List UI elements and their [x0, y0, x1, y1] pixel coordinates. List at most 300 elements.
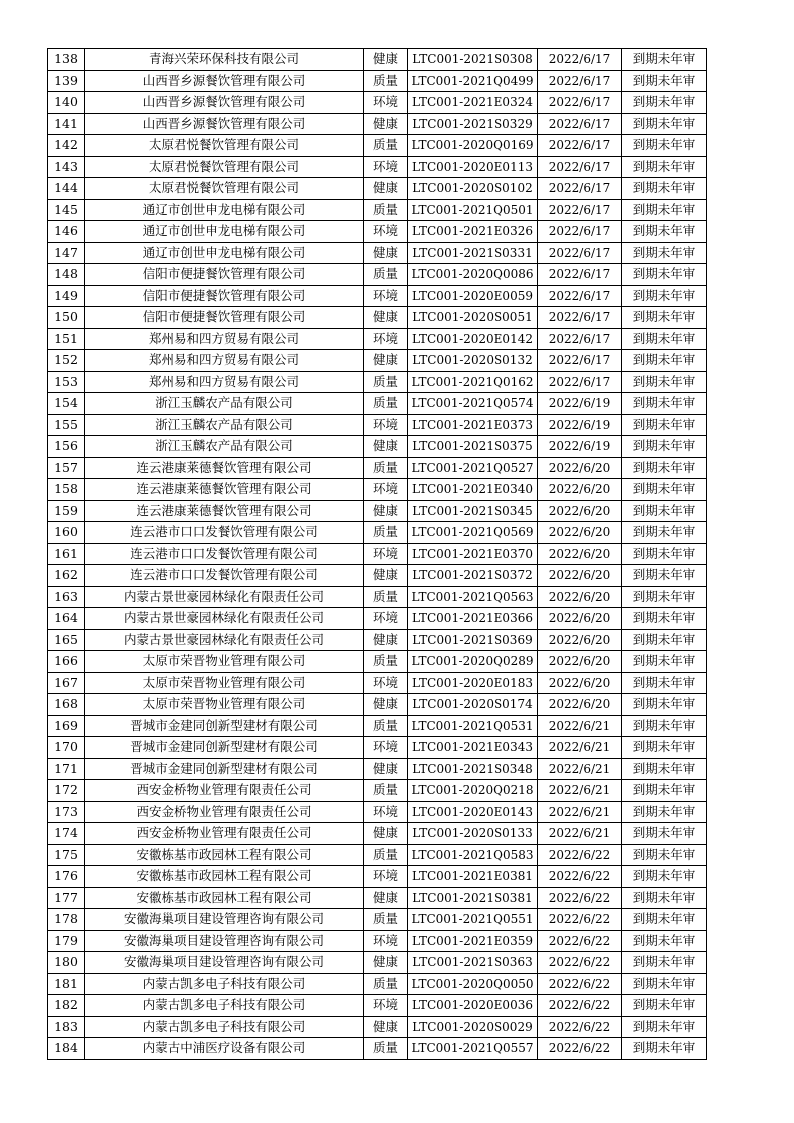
table-row — [48, 823, 707, 845]
table-row — [48, 522, 707, 544]
company-name-cell: 连云港市口口发餐饮管理有限公司 — [85, 522, 364, 544]
expiry-date-cell: 2022/6/17 — [538, 178, 622, 200]
expiry-date-cell: 2022/6/21 — [538, 715, 622, 737]
table-row — [48, 221, 707, 243]
table-row — [48, 586, 707, 608]
system-type-cell: 质量 — [364, 844, 408, 866]
certificate-number-cell: LTC001-2021Q0569 — [408, 522, 538, 544]
company-name-cell: 太原市荣晋物业管理有限公司 — [85, 651, 364, 673]
company-name-cell: 山西晋乡源餐饮管理有限公司 — [85, 70, 364, 92]
system-type-cell: 质量 — [364, 651, 408, 673]
table-row — [48, 801, 707, 823]
row-number-cell: 181 — [48, 973, 85, 995]
table-row — [48, 758, 707, 780]
system-type-cell: 环境 — [364, 801, 408, 823]
system-type-cell: 环境 — [364, 543, 408, 565]
company-name-cell: 晋城市金建同创新型建材有限公司 — [85, 758, 364, 780]
certificate-number-cell: LTC001-2021S0331 — [408, 242, 538, 264]
expiry-date-cell: 2022/6/22 — [538, 844, 622, 866]
row-number-cell: 177 — [48, 887, 85, 909]
certificate-number-cell: LTC001-2020S0132 — [408, 350, 538, 372]
table-row — [48, 608, 707, 630]
expiry-date-cell: 2022/6/17 — [538, 350, 622, 372]
certificate-number-cell: LTC001-2021S0308 — [408, 49, 538, 71]
company-name-cell: 连云港康莱德餐饮管理有限公司 — [85, 457, 364, 479]
system-type-cell: 质量 — [364, 522, 408, 544]
expiry-date-cell: 2022/6/17 — [538, 242, 622, 264]
status-cell: 到期未年审 — [622, 737, 707, 759]
certificate-number-cell: LTC001-2021S0369 — [408, 629, 538, 651]
certificate-number-cell: LTC001-2020E0142 — [408, 328, 538, 350]
certificate-number-cell: LTC001-2020Q0169 — [408, 135, 538, 157]
row-number-cell: 183 — [48, 1016, 85, 1038]
certificate-number-cell: LTC001-2021E0381 — [408, 866, 538, 888]
certificate-number-cell: LTC001-2021E0324 — [408, 92, 538, 114]
certificate-number-cell: LTC001-2021Q0499 — [408, 70, 538, 92]
company-name-cell: 太原市荣晋物业管理有限公司 — [85, 672, 364, 694]
certificate-number-cell: LTC001-2021Q0551 — [408, 909, 538, 931]
expiry-date-cell: 2022/6/22 — [538, 887, 622, 909]
company-name-cell: 内蒙古景世豪园林绿化有限责任公司 — [85, 586, 364, 608]
system-type-cell: 环境 — [364, 285, 408, 307]
expiry-date-cell: 2022/6/20 — [538, 500, 622, 522]
certificate-number-cell: LTC001-2020Q0050 — [408, 973, 538, 995]
certificate-number-cell: LTC001-2021S0375 — [408, 436, 538, 458]
company-name-cell: 山西晋乡源餐饮管理有限公司 — [85, 92, 364, 114]
status-cell: 到期未年审 — [622, 887, 707, 909]
expiry-date-cell: 2022/6/17 — [538, 135, 622, 157]
expiry-date-cell: 2022/6/19 — [538, 393, 622, 415]
table-row — [48, 113, 707, 135]
system-type-cell: 环境 — [364, 672, 408, 694]
expiry-date-cell: 2022/6/17 — [538, 285, 622, 307]
certificate-number-cell: LTC001-2020S0174 — [408, 694, 538, 716]
table-row — [48, 199, 707, 221]
system-type-cell: 质量 — [364, 135, 408, 157]
company-name-cell: 安徽栋基市政园林工程有限公司 — [85, 887, 364, 909]
company-name-cell: 安徽栋基市政园林工程有限公司 — [85, 844, 364, 866]
system-type-cell: 健康 — [364, 49, 408, 71]
row-number-cell: 154 — [48, 393, 85, 415]
company-name-cell: 安徽栋基市政园林工程有限公司 — [85, 866, 364, 888]
table-row — [48, 178, 707, 200]
company-name-cell: 太原君悦餐饮管理有限公司 — [85, 178, 364, 200]
table-row — [48, 414, 707, 436]
company-name-cell: 通辽市创世申龙电梯有限公司 — [85, 199, 364, 221]
certificate-number-cell: LTC001-2021S0345 — [408, 500, 538, 522]
table-row — [48, 1016, 707, 1038]
system-type-cell: 质量 — [364, 264, 408, 286]
row-number-cell: 182 — [48, 995, 85, 1017]
company-name-cell: 太原君悦餐饮管理有限公司 — [85, 156, 364, 178]
certificate-number-cell: LTC001-2020Q0289 — [408, 651, 538, 673]
certificate-number-cell: LTC001-2021Q0162 — [408, 371, 538, 393]
expiry-date-cell: 2022/6/19 — [538, 414, 622, 436]
row-number-cell: 175 — [48, 844, 85, 866]
certificate-number-cell: LTC001-2020S0051 — [408, 307, 538, 329]
status-cell: 到期未年审 — [622, 1016, 707, 1038]
table-row — [48, 285, 707, 307]
certificate-table — [47, 48, 707, 1060]
table-row — [48, 565, 707, 587]
certificate-number-cell: LTC001-2021S0348 — [408, 758, 538, 780]
company-name-cell: 连云港康莱德餐饮管理有限公司 — [85, 500, 364, 522]
row-number-cell: 144 — [48, 178, 85, 200]
expiry-date-cell: 2022/6/22 — [538, 1016, 622, 1038]
company-name-cell: 郑州易和四方贸易有限公司 — [85, 350, 364, 372]
status-cell: 到期未年审 — [622, 221, 707, 243]
company-name-cell: 连云港康莱德餐饮管理有限公司 — [85, 479, 364, 501]
row-number-cell: 165 — [48, 629, 85, 651]
certificate-number-cell: LTC001-2020S0133 — [408, 823, 538, 845]
expiry-date-cell: 2022/6/22 — [538, 995, 622, 1017]
expiry-date-cell: 2022/6/17 — [538, 199, 622, 221]
company-name-cell: 浙江玉麟农产品有限公司 — [85, 414, 364, 436]
system-type-cell: 环境 — [364, 328, 408, 350]
row-number-cell: 174 — [48, 823, 85, 845]
system-type-cell: 环境 — [364, 221, 408, 243]
certificate-number-cell: LTC001-2020E0143 — [408, 801, 538, 823]
status-cell: 到期未年审 — [622, 930, 707, 952]
certificate-number-cell: LTC001-2021E0370 — [408, 543, 538, 565]
table-row — [48, 156, 707, 178]
expiry-date-cell: 2022/6/21 — [538, 801, 622, 823]
company-name-cell: 郑州易和四方贸易有限公司 — [85, 328, 364, 350]
status-cell: 到期未年审 — [622, 586, 707, 608]
system-type-cell: 健康 — [364, 758, 408, 780]
row-number-cell: 150 — [48, 307, 85, 329]
certificate-number-cell: LTC001-2021Q0501 — [408, 199, 538, 221]
row-number-cell: 163 — [48, 586, 85, 608]
row-number-cell: 176 — [48, 866, 85, 888]
table-row — [48, 973, 707, 995]
status-cell: 到期未年审 — [622, 49, 707, 71]
row-number-cell: 171 — [48, 758, 85, 780]
status-cell: 到期未年审 — [622, 522, 707, 544]
status-cell: 到期未年审 — [622, 113, 707, 135]
row-number-cell: 155 — [48, 414, 85, 436]
system-type-cell: 环境 — [364, 156, 408, 178]
certificate-number-cell: LTC001-2020Q0086 — [408, 264, 538, 286]
expiry-date-cell: 2022/6/20 — [538, 694, 622, 716]
certificate-number-cell: LTC001-2021E0373 — [408, 414, 538, 436]
certificate-number-cell: LTC001-2020Q0218 — [408, 780, 538, 802]
certificate-number-cell: LTC001-2021S0329 — [408, 113, 538, 135]
status-cell: 到期未年审 — [622, 457, 707, 479]
company-name-cell: 太原市荣晋物业管理有限公司 — [85, 694, 364, 716]
table-row — [48, 844, 707, 866]
expiry-date-cell: 2022/6/20 — [538, 629, 622, 651]
table-row — [48, 500, 707, 522]
status-cell: 到期未年审 — [622, 92, 707, 114]
status-cell: 到期未年审 — [622, 844, 707, 866]
company-name-cell: 山西晋乡源餐饮管理有限公司 — [85, 113, 364, 135]
expiry-date-cell: 2022/6/20 — [538, 608, 622, 630]
system-type-cell: 环境 — [364, 737, 408, 759]
status-cell: 到期未年审 — [622, 866, 707, 888]
expiry-date-cell: 2022/6/17 — [538, 156, 622, 178]
expiry-date-cell: 2022/6/17 — [538, 221, 622, 243]
company-name-cell: 内蒙古凯多电子科技有限公司 — [85, 973, 364, 995]
row-number-cell: 152 — [48, 350, 85, 372]
table-row — [48, 780, 707, 802]
certificate-number-cell: LTC001-2021Q0574 — [408, 393, 538, 415]
expiry-date-cell: 2022/6/20 — [538, 479, 622, 501]
company-name-cell: 晋城市金建同创新型建材有限公司 — [85, 737, 364, 759]
row-number-cell: 184 — [48, 1038, 85, 1060]
row-number-cell: 180 — [48, 952, 85, 974]
expiry-date-cell: 2022/6/20 — [538, 522, 622, 544]
row-number-cell: 156 — [48, 436, 85, 458]
expiry-date-cell: 2022/6/17 — [538, 307, 622, 329]
status-cell: 到期未年审 — [622, 242, 707, 264]
company-name-cell: 通辽市创世申龙电梯有限公司 — [85, 242, 364, 264]
row-number-cell: 164 — [48, 608, 85, 630]
system-type-cell: 质量 — [364, 393, 408, 415]
row-number-cell: 170 — [48, 737, 85, 759]
status-cell: 到期未年审 — [622, 436, 707, 458]
company-name-cell: 西安金桥物业管理有限责任公司 — [85, 780, 364, 802]
row-number-cell: 149 — [48, 285, 85, 307]
certificate-number-cell: LTC001-2020S0102 — [408, 178, 538, 200]
row-number-cell: 145 — [48, 199, 85, 221]
status-cell: 到期未年审 — [622, 1038, 707, 1060]
company-name-cell: 内蒙古景世豪园林绿化有限责任公司 — [85, 608, 364, 630]
system-type-cell: 健康 — [364, 178, 408, 200]
expiry-date-cell: 2022/6/17 — [538, 113, 622, 135]
system-type-cell: 健康 — [364, 350, 408, 372]
system-type-cell: 质量 — [364, 973, 408, 995]
certificate-number-cell: LTC001-2021Q0531 — [408, 715, 538, 737]
status-cell: 到期未年审 — [622, 715, 707, 737]
row-number-cell: 143 — [48, 156, 85, 178]
system-type-cell: 环境 — [364, 866, 408, 888]
company-name-cell: 晋城市金建同创新型建材有限公司 — [85, 715, 364, 737]
expiry-date-cell: 2022/6/17 — [538, 371, 622, 393]
expiry-date-cell: 2022/6/17 — [538, 70, 622, 92]
table-row — [48, 479, 707, 501]
row-number-cell: 169 — [48, 715, 85, 737]
table-row — [48, 715, 707, 737]
company-name-cell: 内蒙古景世豪园林绿化有限责任公司 — [85, 629, 364, 651]
row-number-cell: 148 — [48, 264, 85, 286]
certificate-number-cell: LTC001-2021Q0583 — [408, 844, 538, 866]
expiry-date-cell: 2022/6/21 — [538, 780, 622, 802]
row-number-cell: 147 — [48, 242, 85, 264]
status-cell: 到期未年审 — [622, 328, 707, 350]
table-row — [48, 393, 707, 415]
company-name-cell: 太原君悦餐饮管理有限公司 — [85, 135, 364, 157]
status-cell: 到期未年审 — [622, 973, 707, 995]
table-body — [48, 49, 707, 1060]
system-type-cell: 健康 — [364, 307, 408, 329]
company-name-cell: 浙江玉麟农产品有限公司 — [85, 436, 364, 458]
row-number-cell: 141 — [48, 113, 85, 135]
row-number-cell: 168 — [48, 694, 85, 716]
certificate-number-cell: LTC001-2021E0366 — [408, 608, 538, 630]
status-cell: 到期未年审 — [622, 414, 707, 436]
status-cell: 到期未年审 — [622, 285, 707, 307]
status-cell: 到期未年审 — [622, 694, 707, 716]
status-cell: 到期未年审 — [622, 199, 707, 221]
system-type-cell: 质量 — [364, 715, 408, 737]
row-number-cell: 140 — [48, 92, 85, 114]
table-row — [48, 92, 707, 114]
system-type-cell: 质量 — [364, 586, 408, 608]
expiry-date-cell: 2022/6/21 — [538, 758, 622, 780]
expiry-date-cell: 2022/6/21 — [538, 737, 622, 759]
expiry-date-cell: 2022/6/20 — [538, 565, 622, 587]
status-cell: 到期未年审 — [622, 543, 707, 565]
company-name-cell: 连云港市口口发餐饮管理有限公司 — [85, 543, 364, 565]
status-cell: 到期未年审 — [622, 393, 707, 415]
row-number-cell: 157 — [48, 457, 85, 479]
certificate-number-cell: LTC001-2021E0343 — [408, 737, 538, 759]
status-cell: 到期未年审 — [622, 307, 707, 329]
table-row — [48, 436, 707, 458]
system-type-cell: 健康 — [364, 629, 408, 651]
status-cell: 到期未年审 — [622, 995, 707, 1017]
company-name-cell: 通辽市创世申龙电梯有限公司 — [85, 221, 364, 243]
system-type-cell: 健康 — [364, 1016, 408, 1038]
company-name-cell: 内蒙古中浦医疗设备有限公司 — [85, 1038, 364, 1060]
table-row — [48, 909, 707, 931]
system-type-cell: 健康 — [364, 952, 408, 974]
certificate-number-cell: LTC001-2020E0059 — [408, 285, 538, 307]
company-name-cell: 青海兴荣环保科技有限公司 — [85, 49, 364, 71]
system-type-cell: 环境 — [364, 479, 408, 501]
company-name-cell: 安徽海巢项目建设管理咨询有限公司 — [85, 952, 364, 974]
status-cell: 到期未年审 — [622, 156, 707, 178]
table-row — [48, 543, 707, 565]
expiry-date-cell: 2022/6/21 — [538, 823, 622, 845]
row-number-cell: 139 — [48, 70, 85, 92]
certificate-number-cell: LTC001-2020E0113 — [408, 156, 538, 178]
expiry-date-cell: 2022/6/22 — [538, 1038, 622, 1060]
certificate-number-cell: LTC001-2020E0183 — [408, 672, 538, 694]
status-cell: 到期未年审 — [622, 371, 707, 393]
table-row — [48, 866, 707, 888]
certificate-number-cell: LTC001-2021S0363 — [408, 952, 538, 974]
row-number-cell: 167 — [48, 672, 85, 694]
table-row — [48, 371, 707, 393]
table-row — [48, 350, 707, 372]
company-name-cell: 内蒙古凯多电子科技有限公司 — [85, 1016, 364, 1038]
company-name-cell: 安徽海巢项目建设管理咨询有限公司 — [85, 909, 364, 931]
system-type-cell: 质量 — [364, 371, 408, 393]
status-cell: 到期未年审 — [622, 479, 707, 501]
system-type-cell: 质量 — [364, 457, 408, 479]
status-cell: 到期未年审 — [622, 801, 707, 823]
company-name-cell: 信阳市便捷餐饮管理有限公司 — [85, 307, 364, 329]
system-type-cell: 环境 — [364, 414, 408, 436]
row-number-cell: 166 — [48, 651, 85, 673]
row-number-cell: 159 — [48, 500, 85, 522]
table-row — [48, 995, 707, 1017]
row-number-cell: 161 — [48, 543, 85, 565]
table-row — [48, 49, 707, 71]
certificate-number-cell: LTC001-2021S0372 — [408, 565, 538, 587]
status-cell: 到期未年审 — [622, 350, 707, 372]
table-row — [48, 307, 707, 329]
expiry-date-cell: 2022/6/22 — [538, 909, 622, 931]
expiry-date-cell: 2022/6/20 — [538, 651, 622, 673]
company-name-cell: 西安金桥物业管理有限责任公司 — [85, 801, 364, 823]
table-row — [48, 1038, 707, 1060]
certificate-number-cell: LTC001-2021E0359 — [408, 930, 538, 952]
row-number-cell: 146 — [48, 221, 85, 243]
table-row — [48, 264, 707, 286]
expiry-date-cell: 2022/6/20 — [538, 672, 622, 694]
system-type-cell: 健康 — [364, 887, 408, 909]
status-cell: 到期未年审 — [622, 565, 707, 587]
status-cell: 到期未年审 — [622, 758, 707, 780]
row-number-cell: 142 — [48, 135, 85, 157]
status-cell: 到期未年审 — [622, 264, 707, 286]
certificate-number-cell: LTC001-2021Q0557 — [408, 1038, 538, 1060]
system-type-cell: 健康 — [364, 694, 408, 716]
company-name-cell: 浙江玉麟农产品有限公司 — [85, 393, 364, 415]
table-row — [48, 328, 707, 350]
certificate-number-cell: LTC001-2021E0326 — [408, 221, 538, 243]
company-name-cell: 信阳市便捷餐饮管理有限公司 — [85, 264, 364, 286]
expiry-date-cell: 2022/6/22 — [538, 952, 622, 974]
row-number-cell: 151 — [48, 328, 85, 350]
company-name-cell: 连云港市口口发餐饮管理有限公司 — [85, 565, 364, 587]
expiry-date-cell: 2022/6/19 — [538, 436, 622, 458]
status-cell: 到期未年审 — [622, 178, 707, 200]
table-row — [48, 135, 707, 157]
system-type-cell: 质量 — [364, 199, 408, 221]
expiry-date-cell: 2022/6/20 — [538, 543, 622, 565]
company-name-cell: 安徽海巢项目建设管理咨询有限公司 — [85, 930, 364, 952]
table-row — [48, 737, 707, 759]
table-row — [48, 651, 707, 673]
expiry-date-cell: 2022/6/20 — [538, 457, 622, 479]
status-cell: 到期未年审 — [622, 909, 707, 931]
table-row — [48, 629, 707, 651]
system-type-cell: 环境 — [364, 92, 408, 114]
certificate-number-cell: LTC001-2021S0381 — [408, 887, 538, 909]
status-cell: 到期未年审 — [622, 70, 707, 92]
status-cell: 到期未年审 — [622, 629, 707, 651]
system-type-cell: 健康 — [364, 436, 408, 458]
row-number-cell: 172 — [48, 780, 85, 802]
status-cell: 到期未年审 — [622, 672, 707, 694]
table-row — [48, 952, 707, 974]
row-number-cell: 162 — [48, 565, 85, 587]
system-type-cell: 质量 — [364, 1038, 408, 1060]
row-number-cell: 153 — [48, 371, 85, 393]
system-type-cell: 健康 — [364, 823, 408, 845]
expiry-date-cell: 2022/6/17 — [538, 328, 622, 350]
status-cell: 到期未年审 — [622, 952, 707, 974]
row-number-cell: 178 — [48, 909, 85, 931]
system-type-cell: 健康 — [364, 500, 408, 522]
row-number-cell: 138 — [48, 49, 85, 71]
table-row — [48, 694, 707, 716]
certificate-number-cell: LTC001-2021Q0563 — [408, 586, 538, 608]
expiry-date-cell: 2022/6/20 — [538, 586, 622, 608]
status-cell: 到期未年审 — [622, 780, 707, 802]
system-type-cell: 质量 — [364, 780, 408, 802]
certificate-number-cell: LTC001-2021E0340 — [408, 479, 538, 501]
system-type-cell: 环境 — [364, 995, 408, 1017]
expiry-date-cell: 2022/6/22 — [538, 930, 622, 952]
company-name-cell: 信阳市便捷餐饮管理有限公司 — [85, 285, 364, 307]
row-number-cell: 173 — [48, 801, 85, 823]
expiry-date-cell: 2022/6/17 — [538, 49, 622, 71]
